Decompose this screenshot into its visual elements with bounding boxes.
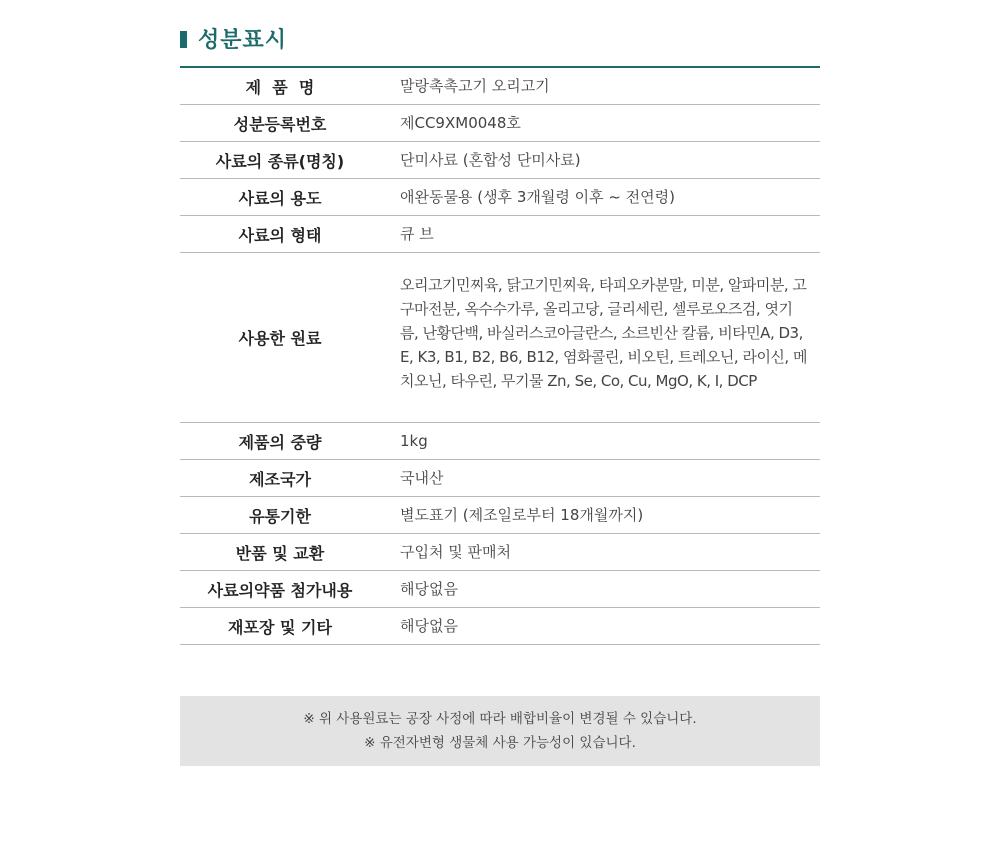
row-label: 제품의 중량: [238, 432, 322, 452]
row-value: 해당없음: [400, 617, 458, 635]
row-label: 사료의 종류(명칭): [215, 151, 345, 171]
row-label: 제조국가: [249, 469, 311, 489]
table-row-feed-type: [180, 142, 820, 179]
row-label: 유통기한: [249, 506, 311, 526]
table-row-ingredients: [180, 253, 820, 423]
table-row-feed-form: [180, 216, 820, 253]
notice-line-1: ※ 위 사용원료는 공장 사정에 따라 배합비율이 변경될 수 있습니다.: [303, 711, 697, 727]
row-label: 사료의약품 첨가내용: [207, 580, 353, 600]
row-value: 단미사료 (혼합성 단미사료): [400, 151, 581, 169]
table-row-registration-number: [180, 105, 820, 142]
table-row-repackaging: [180, 608, 820, 645]
table-row-returns: [180, 534, 820, 571]
table-row-product-name: [180, 68, 820, 105]
table-row-weight: [180, 423, 820, 460]
ingredients-table: [180, 66, 820, 645]
table-row-expiry: [180, 497, 820, 534]
row-value: 구입처 및 판매처: [400, 543, 511, 561]
section-title: 성분표시: [198, 27, 288, 53]
ingredients-list: 오리고기민찌육, 닭고기민찌육, 타피오카분말, 미분, 알파미분, 고구마전분, 옥수수가루, 올리고당, 글리세린, 셀루로오즈검, 엿기름, 난황단백, 바실러스코아글란스, 소르빈산 칼륨, 비타민A, D3, E, K3, B1, B2, B6, B12, 염화콜린, 비오틴, 트레오닌, 라이신, 메치오닌, 타우린, 무기물 Zn, Se, Co, Cu, MgO, K, I, DCP: [400, 276, 807, 390]
row-value: 별도표기 (제조일로부터 18개월까지): [400, 506, 644, 524]
title-accent-bar: [180, 31, 187, 48]
notice-box: [180, 696, 820, 766]
row-value: 제CC9XM0048호: [400, 114, 521, 132]
row-value: 1kg: [400, 432, 428, 450]
row-label: 사용한 원료: [238, 329, 322, 348]
row-label: 사료의 용도: [238, 188, 322, 208]
table-row-medicine-additives: [180, 571, 820, 608]
row-label: 제 품 명: [245, 77, 315, 97]
row-label: 반품 및 교환: [235, 543, 325, 563]
section-header: [180, 22, 287, 54]
row-value: 애완동물용 (생후 3개월령 이후 ~ 전연령): [400, 188, 676, 206]
row-value: 큐 브: [400, 225, 434, 243]
row-value: 해당없음: [400, 580, 458, 598]
row-label: 사료의 형태: [238, 225, 322, 245]
row-label: 재포장 및 기타: [228, 617, 332, 637]
notice-line-2: ※ 유전자변형 생물체 사용 가능성이 있습니다.: [364, 735, 636, 751]
table-row-country: [180, 460, 820, 497]
table-row-feed-use: [180, 179, 820, 216]
row-value: 말랑촉촉고기 오리고기: [400, 77, 550, 95]
row-label: 성분등록번호: [233, 114, 327, 134]
row-value: [380, 253, 820, 422]
row-value: 국내산: [400, 469, 444, 487]
